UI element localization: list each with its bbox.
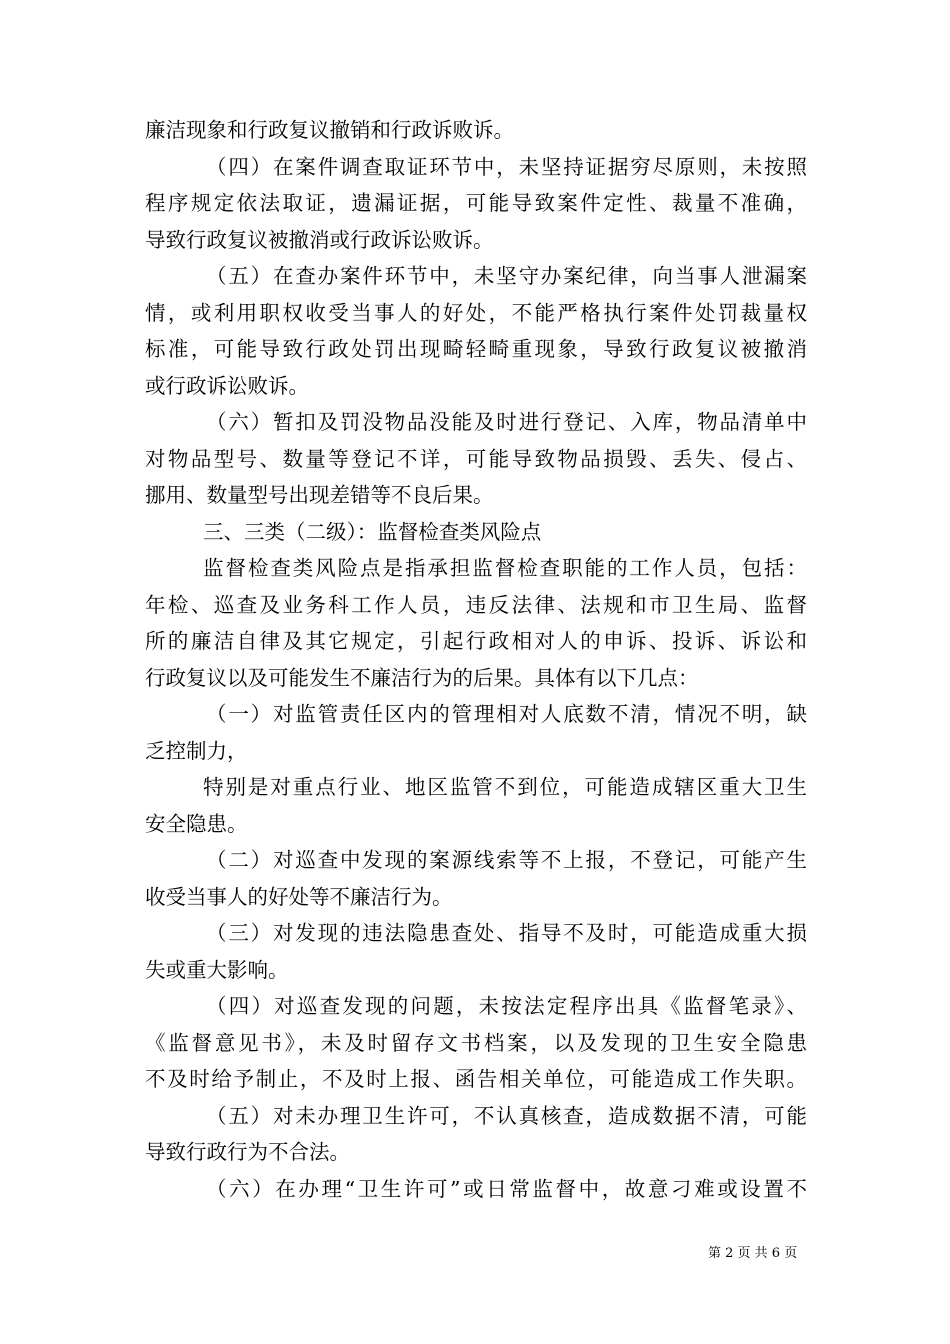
text-line: 程序规定依法取证，遗漏证据，可能导致案件定性、裁量不准确， [145,191,807,215]
text-line: 导致行政行为不合法。 [145,1140,350,1164]
text-line: 导致行政复议被撤消或行政诉讼败诉。 [145,227,494,252]
text-line: 特别是对重点行业、地区监管不到位，可能造成辖区重大卫生 [203,775,807,799]
text-line: 所的廉洁自律及其它规定，引起行政相对人的申诉、投诉、诉讼和 [145,629,807,653]
text-line: 或行政诉讼败诉。 [145,373,309,398]
text-line: （六）在办理“卫生许可”或日常监督中，故意刁难或设置不 [206,1176,807,1201]
text-line: 安全隐患。 [145,811,248,836]
text-line: 不及时给予制止，不及时上报、函告相关单位，可能造成工作失职。 [145,1067,807,1091]
text-line: （二）对巡查中发现的案源线索等不上报，不登记，可能产生 [206,848,807,872]
text-line: 年检、巡查及业务科工作人员，违反法律、法规和市卫生局、监督 [145,592,807,617]
text-line: 行政复议以及可能发生不廉洁行为的后果。具体有以下几点： [145,665,699,690]
text-line: 标准，可能导致行政处罚出现畸轻畸重现象，导致行政复议被撤消 [145,337,807,361]
text-line: 情，或利用职权收受当事人的好处，不能严格执行案件处罚裁量权 [145,300,807,325]
text-line: 监督检查类风险点是指承担监督检查职能的工作人员，包括： [203,556,807,580]
text-line: 对物品型号、数量等登记不详，可能导致物品损毁、丢失、侵占、 [145,446,807,471]
text-line: 挪用、数量型号出现差错等不良后果。 [145,483,494,507]
text-line: （四）对巡查发现的问题，未按法定程序出具《监督笔录》、 [206,994,807,1018]
text-line: （五）在查办案件环节中，未坚守办案纪律，向当事人泄漏案 [206,264,807,288]
text-line: 失或重大影响。 [145,957,289,982]
text-line: 收受当事人的好处等不廉洁行为。 [145,884,453,909]
text-line: （六）暂扣及罚没物品没能及时进行登记、入库，物品清单中 [206,410,807,434]
page-number: 第 2 页 共 6 页 [708,1246,798,1261]
text-line: （一）对监管责任区内的管理相对人底数不清，情况不明，缺 [206,702,807,726]
text-line: （三）对发现的违法隐患查处、指导不及时，可能造成重大损 [206,921,807,945]
text-line: 廉洁现象和行政复议撤销和行政诉败诉。 [145,118,514,142]
text-line: 《监督意见书》，未及时留存文书档案，以及发现的卫生安全隐患 [145,1030,807,1055]
document-body [145,112,807,1207]
section-heading: 三、三类（二级）：监督检查类风险点 [203,519,542,544]
text-line: 乏控制力， [145,738,248,763]
text-line: （四）在案件调查取证环节中，未坚持证据穷尽原则，未按照 [206,154,807,179]
text-line: （五）对未办理卫生许可，不认真核查，造成数据不清，可能 [206,1103,807,1128]
